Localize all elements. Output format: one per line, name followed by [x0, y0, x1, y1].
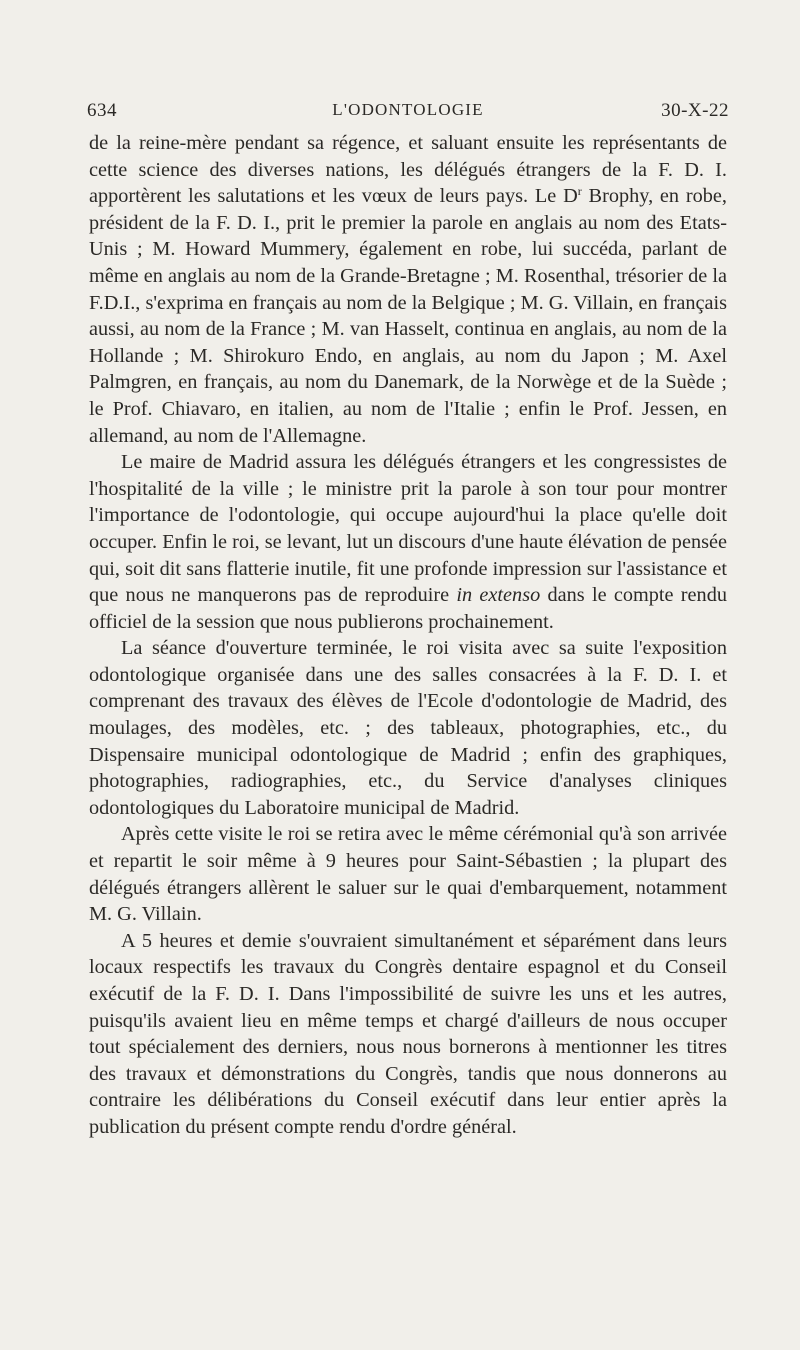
paragraph-1-text-a: de la reine-mère pendant sa régence, et saluant ensuite les représentants de cette science des diverses nations, les délégués étrangers de la F. D. I. apportèrent les salutations et les vœux de leurs pays. Le D: [89, 132, 727, 208]
paragraph-5: A 5 heures et demie s'ouvraient simultanément et séparément dans leurs locaux respectifs les travaux du Congrès dentaire espagnol et du Conseil exécutif de la F. D. I. Dans l'impossibilité de suivre les uns et les autres, puisqu'ils avaient lieu en même temps et chargé d'ailleurs de nous occuper tout spécialement des derniers, nous nous bornerons à mentionner les titres des travaux et démonstrations du Congrès, tandis que nous donnerons au contraire les délibérations du Conseil exécutif dans leur entier après la publication du présent compte rendu d'ordre général.: [89, 929, 727, 1138]
paragraph-1-text-b: Brophy, en robe, président de la F. D. I., prit le premier la parole en anglais au nom des Etats-Unis ; M. Howard Mummery, également en robe, lui succéda, parlant de même en anglais au nom de la Grande-Bretagne ; M. Rosenthal, trésorier de la F.D.I., s'exprima en français au nom de la Belgique ; M. G. Villain, en français aussi, au nom de la France ; M. van Hasselt, continua en anglais, au nom de la Hollande ; M. Shirokuro Endo, en anglais, au nom du Japon ; M. Axel Palmgren, en français, au nom du Danemark, de la Norwège et de la Suède ; le Prof. Chiavaro, en italien, au nom de l'Italie ; enfin le Prof. Jessen, en allemand, au nom de l'Allemagne.: [89, 185, 727, 447]
paragraph-2-text-b: dans le compte rendu officiel de la session que nous publierons prochainement.: [89, 584, 727, 633]
paragraph-2: [89, 449, 727, 635]
paragraph-3: La séance d'ouverture terminée, le roi visita avec sa suite l'exposition odontologique organisée dans une des salles consacrées à la F. D. I. et comprenant des travaux des élèves de l'Ecole d'odontologie de Madrid, des moulages, des modèles, etc. ; des tableaux, photographies, etc., du Dispensaire municipal odontologique de Madrid ; enfin des graphiques, photographies, radiographies, etc., du Service d'analyses cliniques odontologiques du Laboratoire municipal de Madrid.: [89, 637, 727, 819]
paragraph-2-text-a: Le maire de Madrid assura les délégués étrangers et les congressistes de l'hospitalité de la ville ; le ministre prit la parole à son tour pour montrer l'importance de l'odontologie, qui occupe aujourd'hui la place qu'elle doit occuper. Enfin le roi, se levant, lut un discours d'une haute élévation de pensée qui, soit dit sans flatterie inutile, fit une profonde impression sur l'assistance et que nous ne manquerons pas de reproduire: [89, 451, 727, 607]
page-number: 634: [87, 100, 117, 121]
article-body: [89, 130, 727, 1141]
in-extenso-italic: in extenso: [456, 584, 541, 607]
issue-date: 30-X-22: [661, 100, 729, 121]
paragraph-1: [89, 130, 727, 449]
running-title: L'ODONTOLOGIE: [332, 100, 484, 119]
paragraph-4: Après cette visite le roi se retira avec le même cérémonial qu'à son arrivée et repartit le soir même à 9 heures pour Saint-Sébastien ; la plupart des délégués étrangers allèrent le saluer sur le quai d'embarquement, notamment M. G. Villain.: [89, 823, 727, 926]
doctor-abbrev-superscript: r: [577, 184, 582, 199]
running-header: [87, 100, 729, 126]
